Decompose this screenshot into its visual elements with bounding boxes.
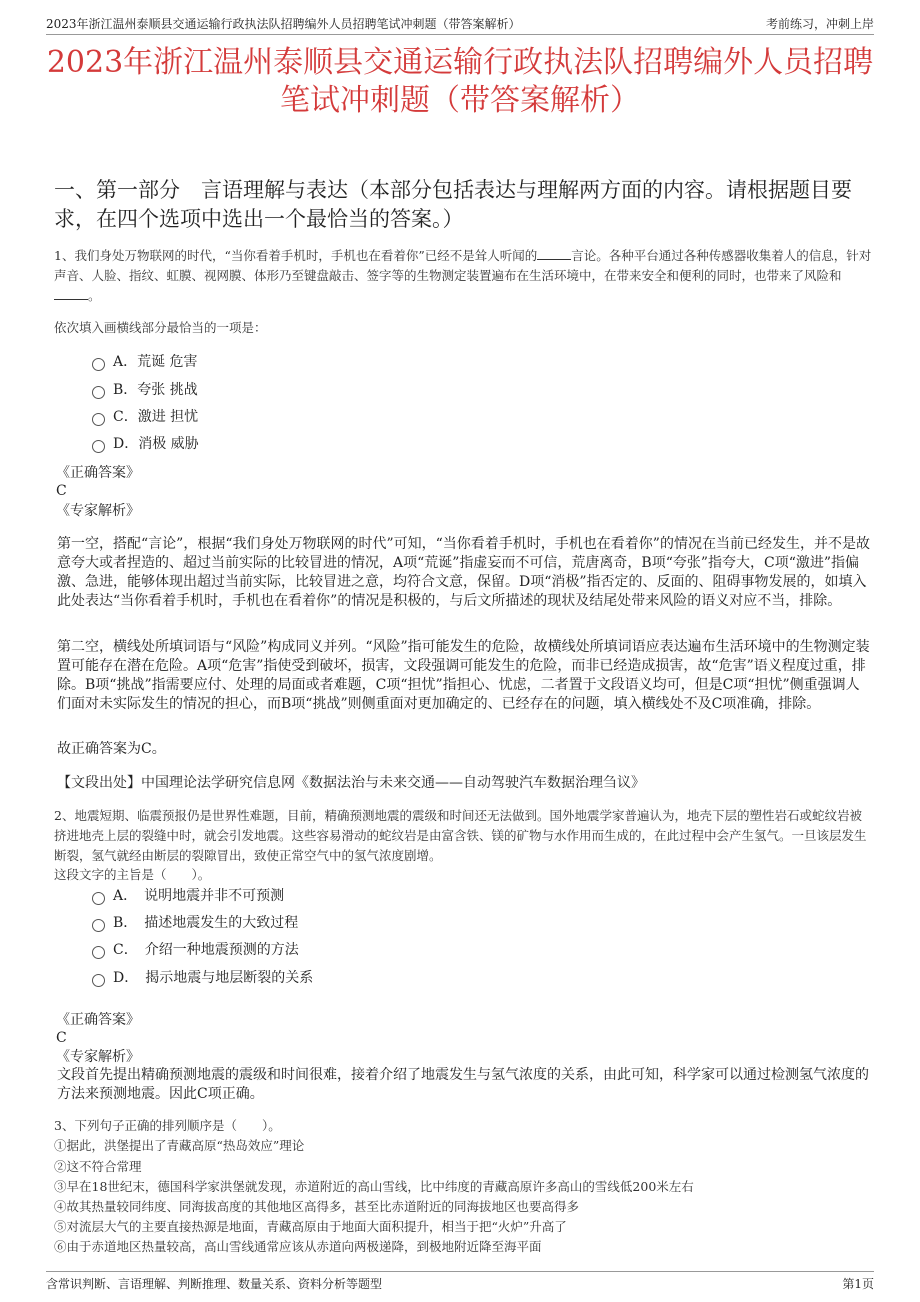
q3-item: ⑥由于赤道地区热量较高，高山雪线通常应该从赤道向两极递降，到极地附近降至海平面 [54, 1239, 542, 1254]
q1-analysis-paragraph-1: 第一空，搭配“言论”，根据“我们身处万物联网的时代”可知，“当你看着手机时，手机也在看着你”的情况在当前已经发生，并不是故意夸大或者捏造的、超过当前实际的比较冒进的情况，A项“荒诞”指虚妄而不可信，荒唐离奇，B项“夸张”指夸大，C项“激进”指偏激、急进，能够体现出超过当前实际，比较冒进之意，均符合文意，保留。D项“消极”指否定的、反面的、阻碍事物发展的，如填入此处表达“当你看着手机时，手机也在看着你”的情况是积极的，与后文所描述的现状及结尾处带来风险的语义对应不当，排除。 [57, 536, 870, 609]
q1-option-b[interactable]: B．夸张 挑战 [92, 380, 198, 400]
question-3-stem: 3、下列句子正确的排列顺序是（ ）。 [54, 1118, 281, 1133]
document-title: 2023年浙江温州泰顺县交通运输行政执法队招聘编外人员招聘笔试冲刺题（带答案解析） [46, 45, 874, 118]
q1-option-d[interactable]: D．消极 威胁 [92, 434, 199, 454]
footer-left-text: 含常识判断、言语理解、判断推理、数量关系、资料分析等题型 [46, 1277, 383, 1291]
page-header [46, 12, 874, 35]
radio-circle-icon[interactable] [92, 974, 105, 987]
radio-circle-icon[interactable] [92, 919, 105, 932]
header-left-text: 2023年浙江温州泰顺县交通运输行政执法队招聘编外人员招聘笔试冲刺题（带答案解析） [46, 17, 521, 31]
q1-option-c[interactable]: C．激进 担忧 [92, 407, 198, 427]
radio-circle-icon[interactable] [92, 413, 105, 426]
q3-item: ④故其热量较同纬度、同海拔高度的其他地区高得多，甚至比赤道附近的同海拔地区也要高得多 [54, 1199, 580, 1214]
q2-option-a[interactable]: A． 说明地震并非不可预测 [92, 886, 284, 906]
q2-option-d[interactable]: D． 揭示地震与地层断裂的关系 [92, 968, 313, 988]
q1-answer-label: 《正确答案》 [56, 465, 140, 481]
q3-item: ⑤对流层大气的主要直接热源是地面，青藏高原由于地面大面积提升，相当于把“火炉”升高了 [54, 1219, 567, 1234]
header-right-text: 考前练习，冲刺上岸 [765, 17, 874, 31]
radio-circle-icon[interactable] [92, 386, 105, 399]
radio-circle-icon[interactable] [92, 892, 105, 905]
question-2-stem: 2、地震短期、临震预报仍是世界性难题，目前，精确预测地震的震级和时间还无法做到。国外地震学家普遍认为，地壳下层的塑性岩石或蛇纹岩被挤进地壳上层的裂缝中时，就会引发地震。这些容易滑动的蛇纹岩是由富含铁、镁的矿物与水作用而生成的，在此过程中会产生氢气。一旦该层发生断裂，氢气就经由断层的裂隙冒出，致使正常空气中的氢气浓度剧增。 [54, 808, 867, 863]
question-1-prompt: 依次填入画横线部分最恰当的一项是： [54, 320, 267, 335]
section-heading: 一、第一部分 言语理解与表达（本部分包括表达与理解两方面的内容。请根据题目要求，在四个选项中选出一个最恰当的答案。） [54, 178, 852, 231]
q2-analysis: 文段首先提出精确预测地震的震级和时间很难，接着介绍了地震发生与氢气浓度的关系，由此可知，科学家可以通过检测氢气浓度的方法来预测地震。因此C项正确。 [57, 1067, 869, 1102]
blank-1 [537, 247, 571, 260]
radio-circle-icon[interactable] [92, 946, 105, 959]
page-number: 第1页 [842, 1277, 874, 1291]
q2-answer: C [56, 1030, 67, 1046]
q1-conclusion: 故正确答案为C。 [57, 741, 166, 757]
q1-analysis-label: 《专家解析》 [56, 503, 140, 519]
q1-analysis-paragraph-2: 第二空，横线处所填词语与“风险”构成同义并列。“风险”指可能发生的危险，故横线处所填词语应表达遍布生活环境中的生物测定装置可能存在潜在危险。A项“危害”指使受到破坏，损害，文段强调可能发生的危险，而非已经造成损害，故“危害”语义程度过重，排除。B项“挑战”指需要应付、处理的局面或者难题，C项“担忧”指担心、忧虑，二者置于文段语义均可，但是C项“担忧”侧重强调人们面对未实际发生的情况的担心，而B项“挑战”则侧重面对更加确定的、已经存在的问题，填入横线处不及C项准确，排除。 [57, 639, 870, 712]
q1-option-a[interactable]: A．荒诞 危害 [92, 352, 198, 372]
q3-item: ③早在18世纪末，德国科学家洪堡就发现，赤道附近的高山雪线，比中纬度的青藏高原许多高山的雪线低200米左右 [54, 1179, 694, 1194]
q3-item: ②这不符合常理 [54, 1159, 142, 1174]
q2-option-b[interactable]: B． 描述地震发生的大致过程 [92, 913, 298, 933]
question-1-stem: 1、我们身处万物联网的时代，“当你看着手机时，手机也在看着你”已经不是耸人听闻的 言论。各种平台通过各种传感器收集着人的信息，针对声音、人脸、指纹、虹膜、视网膜、体形乃至键盘敲击、签字等的生物测定装置遍布在生活环境中，在带来安全和便利的同时，也带来了风险和。 [54, 248, 872, 303]
q2-answer-label: 《正确答案》 [56, 1012, 140, 1028]
q3-item: ①据此，洪堡提出了青藏高原“热岛效应”理论 [54, 1138, 305, 1153]
q2-analysis-label: 《专家解析》 [56, 1049, 140, 1065]
blank-2 [54, 287, 88, 300]
question-2-prompt: 这段文字的主旨是（ ）。 [54, 867, 211, 882]
q1-source: 【文段出处】中国理论法学研究信息网《数据法治与未来交通——自动驾驶汽车数据治理刍议》 [57, 775, 645, 791]
radio-circle-icon[interactable] [92, 358, 105, 371]
page-footer [46, 1271, 874, 1292]
q2-option-c[interactable]: C． 介绍一种地震预测的方法 [92, 940, 299, 960]
radio-circle-icon[interactable] [92, 440, 105, 453]
q1-answer: C [56, 483, 67, 499]
